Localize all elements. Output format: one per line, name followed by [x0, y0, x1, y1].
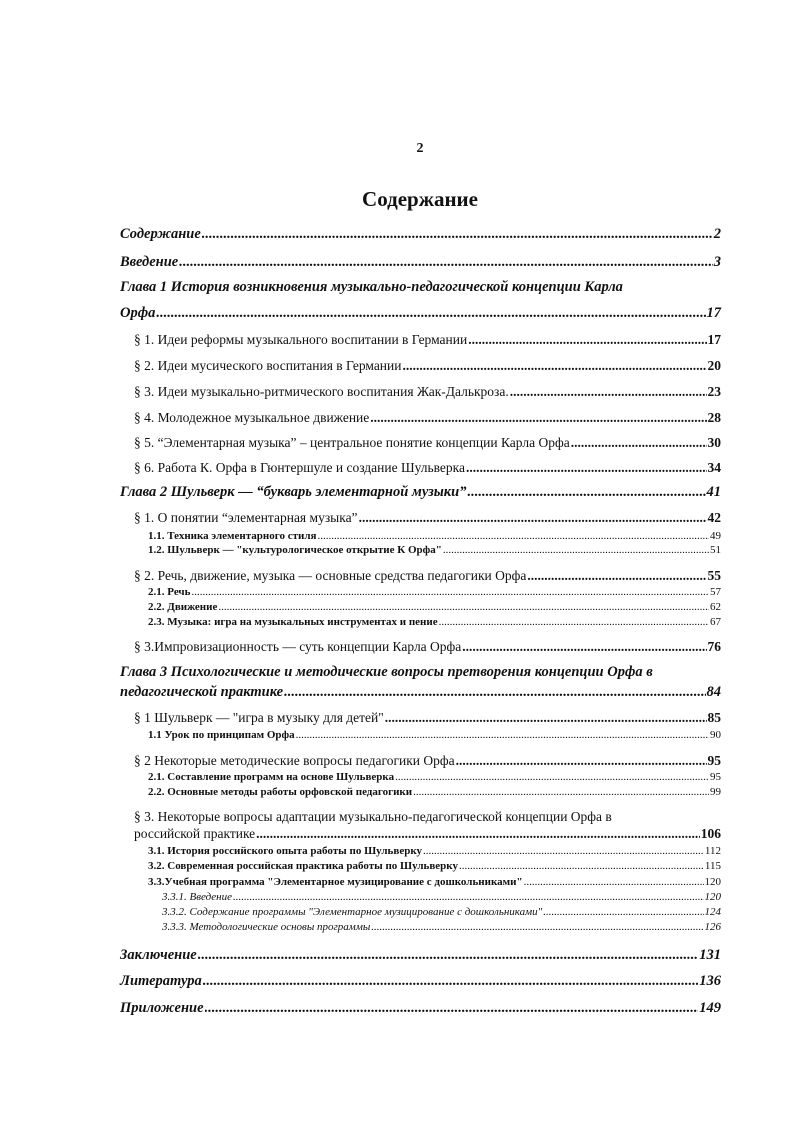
toc-entry-label: 1.1 Урок по принципам Орфа: [148, 729, 295, 741]
page-title: Содержание: [362, 187, 478, 211]
dot-leader: [402, 358, 706, 374]
toc-entry-appendix[interactable]: [120, 1000, 721, 1017]
dot-leader: [198, 947, 699, 964]
dot-leader: [524, 876, 704, 888]
toc-entry-ch3-3-3-3[interactable]: [120, 921, 721, 933]
dot-leader: [191, 586, 709, 598]
toc-entry-page: 126: [704, 921, 721, 933]
dot-leader: [466, 460, 706, 476]
toc-entry-page: 62: [710, 601, 721, 613]
dot-leader: [256, 826, 700, 842]
toc-entry-page: 136: [699, 973, 721, 989]
toc-entry-label: Орфа: [120, 305, 156, 321]
toc-entry-page: 3: [713, 254, 721, 270]
dot-leader: [468, 332, 706, 348]
toc-entry-page: 115: [704, 860, 721, 872]
toc-entry-label: Приложение: [120, 1000, 204, 1016]
toc-entry-page: 28: [707, 410, 721, 425]
toc-entry-page: 84: [706, 684, 721, 700]
toc-entry-label: Литература: [120, 973, 202, 989]
toc-entry-page: 76: [707, 639, 721, 654]
toc-entry-label: § 1. Идеи реформы музыкального воспитании в Германии: [134, 332, 468, 347]
dot-leader: [317, 530, 709, 542]
toc-entry-label: § 3. Идеи музыкально-ритмического воспитания Жак-Далькроза.: [134, 384, 509, 399]
toc-entry-ch3-s3[interactable]: [120, 826, 721, 842]
toc-entry-chapter-3[interactable]: [120, 684, 721, 701]
toc-entry-chapter-3-line1[interactable]: Глава 3 Психологические и методические вопросы претворения концепции Орфа в: [120, 664, 653, 680]
toc-entry-ch3-3-1[interactable]: [120, 845, 721, 857]
toc-entry-label: Введение: [120, 254, 179, 270]
dot-leader: [218, 601, 709, 613]
toc-entry-ch2-2-2[interactable]: [120, 601, 721, 613]
dot-leader: [284, 684, 705, 701]
dot-leader: [527, 568, 706, 584]
toc-entry-label: российской практике: [134, 826, 256, 841]
toc-entry-literature[interactable]: [120, 973, 721, 990]
toc-entry-ch2-1-1[interactable]: [120, 530, 721, 542]
dot-leader: [413, 786, 709, 798]
toc-entry-contents[interactable]: [120, 226, 721, 243]
toc-entry-label: § 2. Речь, движение, музыка — основные средства педагогики Орфа: [134, 568, 527, 583]
toc-entry-ch1-s6[interactable]: [120, 460, 721, 476]
toc-entry-page: 23: [707, 384, 721, 399]
dot-leader: [233, 891, 703, 903]
toc-entry-page: 85: [707, 710, 721, 725]
toc-entry-ch2-2-1[interactable]: [120, 586, 721, 598]
toc-entry-page: 67: [710, 616, 721, 628]
toc-entry-ch2-s3[interactable]: [120, 639, 721, 655]
toc-entry-label: § 4. Молодежное музыкальное движение: [134, 410, 370, 425]
dot-leader: [179, 254, 713, 271]
toc-entry-ch3-3-3-1[interactable]: [120, 891, 721, 903]
toc-entry-page: 120: [704, 891, 721, 903]
toc-entry-ch3-2-1[interactable]: [120, 771, 721, 783]
toc-entry-page: 124: [704, 906, 721, 918]
toc-entry-page: 34: [707, 460, 721, 475]
dot-leader: [296, 729, 709, 741]
dot-leader: [395, 771, 709, 783]
dot-leader: [423, 845, 704, 857]
toc-entry-page: 49: [710, 530, 721, 542]
toc-entry-ch3-s3-line1[interactable]: § 3. Некоторые вопросы адаптации музыкально-педагогической концепции Орфа в: [134, 809, 612, 824]
dot-leader: [205, 1000, 699, 1017]
toc-entry-label: 2.1. Составление программ на основе Шульверка: [148, 771, 395, 783]
toc-entry-label: § 2. Идеи мусического воспитания в Германии: [134, 358, 402, 373]
toc-entry-label: 1.2. Шульверк — "культурологическое открытие К Орфа": [148, 544, 442, 556]
toc-entry-page: 99: [710, 786, 721, 798]
toc-entry-ch2-2-3[interactable]: [120, 616, 721, 628]
toc-entry-ch1-s5[interactable]: [120, 435, 721, 451]
toc-entry-page: 17: [707, 332, 721, 347]
dot-leader: [510, 384, 707, 400]
toc-entry-label: Содержание: [120, 226, 201, 242]
toc-entry-page: 120: [704, 876, 721, 888]
toc-entry-ch3-3-2[interactable]: [120, 860, 721, 872]
toc-entry-ch2-s1[interactable]: [120, 510, 721, 526]
toc-entry-label: 3.1. История российского опыта работы по Шульверку: [148, 845, 422, 857]
toc-entry-label: Глава 2 Шульверк — “букварь элементарной музыки”: [120, 484, 467, 500]
toc-entry-label: 3.2. Современная российская практика работы по Шульверку: [148, 860, 458, 872]
dot-leader: [439, 616, 709, 628]
dot-leader: [370, 410, 706, 426]
dot-leader: [371, 921, 703, 933]
dot-leader: [443, 544, 709, 556]
toc-entry-page: 2: [713, 226, 721, 242]
dot-leader: [459, 860, 704, 872]
toc-entry-ch3-s1[interactable]: [120, 710, 721, 726]
toc-entry-ch3-3-3-2[interactable]: [120, 906, 721, 918]
toc-entry-page: 30: [707, 435, 721, 450]
toc-entry-label: § 1. О понятии “элементарная музыка”: [134, 510, 358, 525]
toc-entry-label: Заключение: [120, 947, 197, 963]
toc-entry-label: педагогической практике: [120, 684, 284, 700]
toc-entry-ch1-s2[interactable]: [120, 358, 721, 374]
toc-entry-ch1-s1[interactable]: [120, 332, 721, 348]
dot-leader: [462, 639, 706, 655]
toc-entry-ch1-s4[interactable]: [120, 410, 721, 426]
toc-entry-page: 95: [710, 771, 721, 783]
toc-entry-chapter-2[interactable]: [120, 484, 721, 501]
toc-entry-page: 95: [707, 753, 721, 768]
toc-entry-page: 20: [707, 358, 721, 373]
toc-entry-introduction[interactable]: [120, 254, 721, 271]
toc-entry-page: 17: [706, 305, 721, 321]
toc-entry-ch2-s2[interactable]: [120, 568, 721, 584]
toc-entry-ch3-1-1[interactable]: [120, 729, 721, 741]
dot-leader: [156, 305, 705, 322]
toc-entry-ch2-1-2[interactable]: [120, 544, 721, 556]
toc-entry-ch3-2-2[interactable]: [120, 786, 721, 798]
toc-entry-page: 42: [707, 510, 721, 525]
dot-leader: [203, 973, 699, 990]
toc-entry-label: 3.3.3. Методологические основы программы: [162, 921, 371, 933]
toc-entry-chapter-1[interactable]: [120, 305, 721, 322]
toc-entry-page: 57: [710, 586, 721, 598]
toc-entry-label: 2.2. Движение: [148, 601, 218, 613]
toc-entry-label: § 1 Шульверк — "игра в музыку для детей": [134, 710, 384, 725]
toc-entry-label: 3.3.Учебная программа "Элементарное музицирование с дошкольниками": [148, 876, 523, 888]
toc-entry-page: 90: [710, 729, 721, 741]
toc-entry-label: 3.3.1. Введение: [162, 891, 233, 903]
toc-entry-label: 2.3. Музыка: игра на музыкальных инструментах и пение: [148, 616, 438, 628]
toc-entry-chapter-1-line1[interactable]: Глава 1 История возникновения музыкально-педагогической концепции Карла: [120, 279, 623, 295]
toc-entry-page: 106: [700, 826, 721, 841]
dot-leader: [456, 753, 707, 769]
page-number: 2: [416, 141, 424, 156]
dot-leader: [571, 435, 707, 451]
toc-entry-label: 3.3.2. Содержание программы "Элементарное музицирование с дошкольниками": [162, 906, 543, 918]
dot-leader: [359, 510, 707, 526]
toc-entry-page: 131: [699, 947, 721, 963]
toc-entry-ch1-s3[interactable]: [120, 384, 721, 400]
dot-leader: [385, 710, 707, 726]
toc-entry-page: 51: [710, 544, 721, 556]
dot-leader: [467, 484, 705, 501]
toc-entry-label: 2.2. Основные методы работы орфовской педагогики: [148, 786, 413, 798]
dot-leader: [202, 226, 713, 243]
toc-entry-label: § 6. Работа К. Орфа в Гюнтершуле и создание Шульверка: [134, 460, 466, 475]
toc-entry-conclusion[interactable]: [120, 947, 721, 964]
dot-leader: [543, 906, 703, 918]
toc-entry-label: 2.1. Речь: [148, 586, 191, 598]
toc-entry-label: § 3.Импровизационность — суть концепции Карла Орфа: [134, 639, 462, 654]
toc-entry-label: 1.1. Техника элементарного стиля: [148, 530, 317, 542]
toc-entry-label: § 2 Некоторые методические вопросы педагогики Орфа: [134, 753, 455, 768]
toc-entry-page: 41: [706, 484, 721, 500]
toc-entry-ch3-s2[interactable]: [120, 753, 721, 769]
toc-entry-page: 112: [704, 845, 721, 857]
toc-entry-label: § 5. “Элементарная музыка” – центральное понятие концепции Карла Орфа: [134, 435, 570, 450]
toc-entry-page: 55: [707, 568, 721, 583]
toc-entry-page: 149: [699, 1000, 721, 1016]
toc-entry-ch3-3-3[interactable]: [120, 876, 721, 888]
